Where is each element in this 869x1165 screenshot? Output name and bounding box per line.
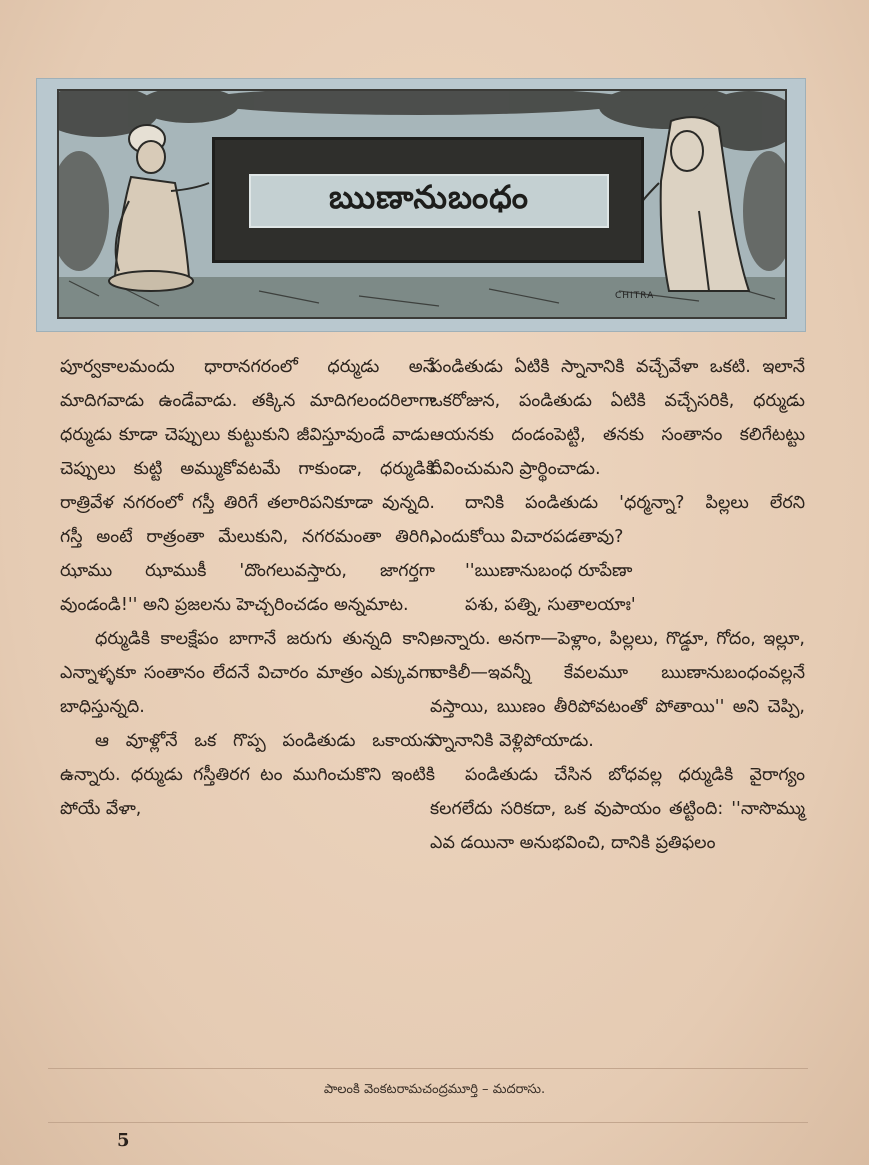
paragraph: పూర్వకాలమందు ధారానగరంలో ధర్ముడు అనే మాదిగవాడు ఉండేవాడు. తక్కిన మాదిగలందరిలాగా ధర్ముడు కూడా చెప్పులు కుట్టుకుని జీవిస్తూవుండే వాడు. చెప్పులు కుట్టి అమ్ముకోవటమే గాకుండా, ధర్ముడికి రాత్రివేళ నగరంలో గస్తీ తిరిగే తలారిపనికూడా వున్నది. గస్తీ అంటే రాత్రంతా మేలుకుని, నగరమంతా తిరిగి, ఝాము ఝాముకీ 'దొంగలువస్తారు, జాగర్తగా వుండండి!'' అని ప్రజలను హెచ్చరించడం అన్నమాట. bbox=[60, 357, 435, 615]
right-column bbox=[430, 350, 805, 860]
page-number: 5 bbox=[117, 1130, 130, 1151]
paragraph: ఆ వూళ్లోనే ఒక గొప్ప పండితుడు ఒకాయన ఉన్నారు. ధర్ముడు గస్తీతిరగ టం ముగించుకొని ఇంటికి పోయే వేళా, bbox=[60, 731, 435, 819]
left-column bbox=[60, 350, 435, 826]
paragraph: పండితుడు చేసిన బోధవల్ల ధర్ముడికి వైరాగ్యం కలగలేదు సరికదా, ఒక వుపాయం తట్టింది: ''నాసొమ్ము ఎవ డయినా అనుభవించి, దానికి ప్రతిఫలం bbox=[430, 765, 805, 853]
verse-line: ''ఋణానుబంధ రూపేణా bbox=[465, 561, 633, 581]
paragraph: అన్నారు. అనగా—పెళ్లాం, పిల్లలు, గొడ్డూ, గోదం, ఇల్లూ, వాకిలీ—ఇవన్నీ కేవలమూ ఋణానుబంధంవల్లనే వస్తాయి, ఋణం తీరిపోవటంతో పోతాయి'' అని చెప్పి, స్నానానికి వెళ్లిపోయాడు. bbox=[430, 629, 805, 751]
banner-illustration bbox=[57, 89, 787, 319]
divider bbox=[48, 1068, 808, 1069]
verse-line: పశు, పత్ని, సుతాలయాః' bbox=[465, 595, 636, 615]
divider bbox=[48, 1122, 808, 1123]
paragraph: ధర్ముడికి కాలక్షేపం బాగానే జరుగు తున్నది కాని, ఎన్నాళ్ళకూ సంతానం లేదనే విచారం మాత్రం ఎక్కువగా బాధిస్తున్నది. bbox=[60, 629, 435, 717]
paragraph: దానికి పండితుడు 'ధర్మన్నా? పిల్లలు లేరని ఎందుకోయి విచారపడతావు? bbox=[430, 493, 805, 547]
title-plaque bbox=[249, 174, 609, 228]
author-byline: పాలంకి వెంకటరామచంద్రమూర్తి – మదరాసు. bbox=[323, 1082, 546, 1097]
artist-signature: CHITRA bbox=[615, 291, 655, 301]
paragraph: పండితుడు ఏటికి స్నానానికి వచ్చేవేళా ఒకటి. ఇలానే ఒకరోజున, పండితుడు ఏటికి వచ్చేసరికి, ధర్ముడు ఆయనకు దండంపెట్టి, తనకు సంతానం కలిగేటట్టు దీవించుమని ప్రార్థించాడు. bbox=[430, 357, 805, 479]
story-title: ఋణానుబంధం bbox=[328, 178, 529, 216]
title-banner bbox=[36, 78, 806, 332]
title-frame bbox=[212, 137, 644, 263]
